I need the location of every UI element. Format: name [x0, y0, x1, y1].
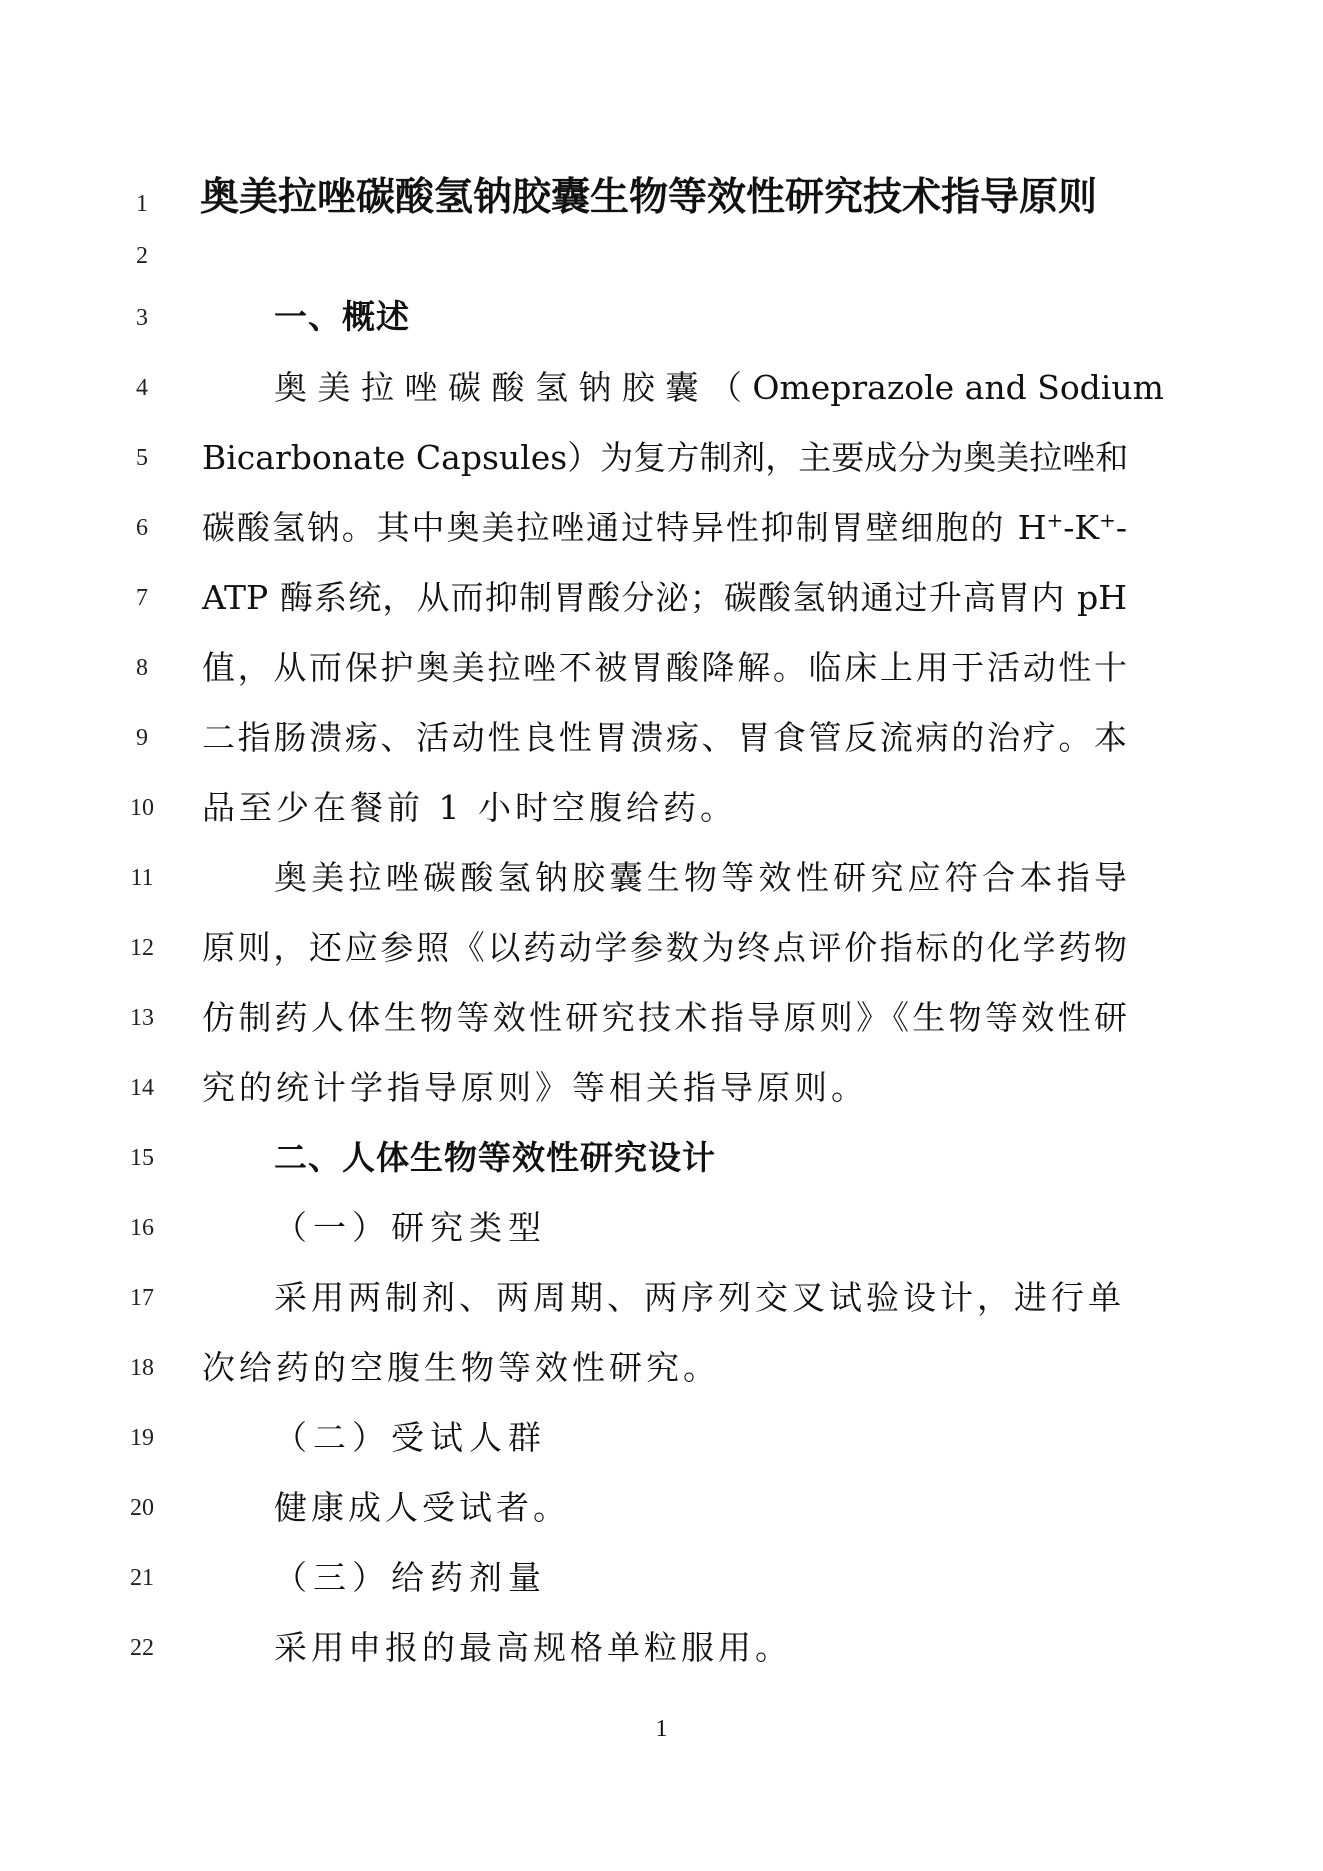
text-fragment: -: [1115, 508, 1127, 547]
line-number: 5: [136, 445, 148, 471]
paragraph-line: ATP 酶系统，从而抑制胃酸分泌；碳酸氢钠通过升高胃内 pH: [202, 578, 1127, 617]
line-number: 8: [136, 655, 148, 681]
line-number: 11: [130, 865, 154, 891]
line-number: 19: [130, 1425, 154, 1451]
line-number: 12: [130, 935, 154, 961]
paragraph-line: 奥美拉唑碳酸氢钠胶囊生物等效性研究应符合本指导: [274, 858, 1127, 897]
line-number: 18: [130, 1355, 154, 1381]
paragraph-line: 二指肠溃疡、活动性良性胃溃疡、胃食管反流病的治疗。本: [202, 718, 1127, 757]
line-number: 22: [130, 1635, 154, 1661]
paragraph-line: Bicarbonate Capsules）为复方制剂，主要成分为奥美拉唑和: [202, 438, 1129, 477]
line-number: 7: [136, 585, 148, 611]
paragraph-line: 采用两制剂、两周期、两序列交叉试验设计，进行单: [274, 1278, 1125, 1317]
paragraph-line: 值，从而保护奥美拉唑不被胃酸降解。临床上用于活动性十: [202, 648, 1127, 687]
line-number: 6: [136, 515, 148, 541]
subheading-subjects: （二）受试人群: [274, 1418, 547, 1457]
line-number: 17: [130, 1285, 154, 1311]
text-fragment: -K: [1063, 508, 1100, 547]
superscript-plus: +: [1099, 508, 1116, 532]
paragraph-line: 健康成人受试者。: [274, 1488, 570, 1527]
line-number: 1: [136, 191, 148, 217]
paragraph-line: 究的统计学指导原则》等相关指导原则。: [202, 1068, 868, 1107]
line-number: 9: [136, 725, 148, 751]
line-number: 4: [136, 375, 148, 401]
line-number: 21: [130, 1565, 154, 1591]
section-heading-overview: 一、概述: [274, 297, 410, 336]
document-title: 奥美拉唑碳酸氢钠胶囊生物等效性研究技术指导原则: [200, 175, 1098, 220]
page-number: 1: [655, 1716, 668, 1742]
subheading-study-type: （一）研究类型: [274, 1208, 547, 1247]
paragraph-line: 采用申报的最高规格单粒服用。: [274, 1628, 792, 1667]
paragraph-line: 仿制药人体生物等效性研究技术指导原则》《生物等效性研: [202, 998, 1127, 1037]
line-number: 2: [136, 243, 148, 269]
paragraph-line: 奥 美 拉 唑 碳 酸 氢 钠 胶 囊 （ Omeprazole and Sodium: [274, 368, 1164, 407]
subheading-dose: （三）给药剂量: [274, 1558, 547, 1597]
line-number: 15: [130, 1145, 154, 1171]
line-number: 10: [130, 795, 154, 821]
paragraph-line: [202, 508, 1127, 547]
line-number: 3: [136, 305, 148, 331]
line-number: 20: [130, 1495, 154, 1521]
superscript-plus: +: [1046, 508, 1064, 532]
section-heading-study-design: 二、人体生物等效性研究设计: [274, 1138, 716, 1177]
paragraph-line: 品至少在餐前 1 小时空腹给药。: [202, 788, 737, 827]
text-fragment: 碳酸氢钠。其中奥美拉唑通过特异性抑制胃壁细胞的 H: [202, 508, 1047, 547]
paragraph-line: 次给药的空腹生物等效性研究。: [202, 1348, 720, 1387]
line-number: 14: [130, 1075, 154, 1101]
line-number: 13: [130, 1005, 154, 1031]
line-number: 16: [130, 1215, 154, 1241]
paragraph-line: 原则，还应参照《以药动学参数为终点评价指标的化学药物: [202, 928, 1127, 967]
